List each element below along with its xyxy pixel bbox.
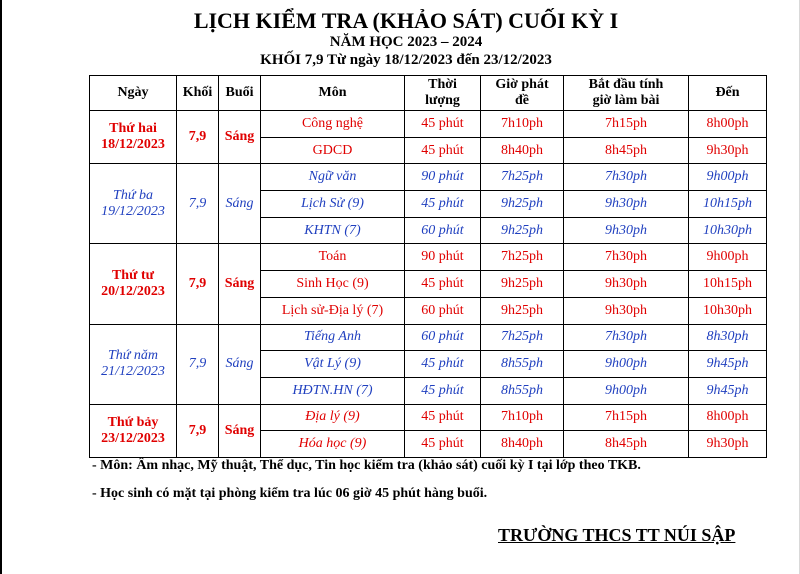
start-cell: 9h30ph: [564, 217, 689, 244]
day-date: 23/12/2023: [101, 430, 165, 446]
day-date: 20/12/2023: [101, 283, 165, 299]
subject-cell: Lịch Sử (9): [261, 191, 405, 218]
header-ngay: Ngày: [90, 76, 177, 111]
duration-cell: 45 phút: [405, 404, 481, 431]
subject-cell: Tiếng Anh: [261, 324, 405, 351]
duration-cell: 60 phút: [405, 217, 481, 244]
day-name: Thứ hai: [109, 121, 157, 137]
day-name: Thứ năm: [107, 348, 159, 364]
header-gio-phat-de: [481, 76, 564, 111]
header-mon: Môn: [261, 76, 405, 111]
duration-cell: 90 phút: [405, 244, 481, 271]
exam-schedule-table: [89, 75, 767, 458]
duration-cell: 45 phút: [405, 431, 481, 458]
date-range-subtitle: KHỐI 7,9 Từ ngày 18/12/2023 đến 23/12/2023: [260, 52, 552, 68]
header-gio-phat-de-line1: Giờ phát: [495, 77, 549, 92]
document-header: [0, 8, 800, 69]
table-header-row: [90, 76, 767, 111]
subject-cell: Lịch sử-Địa lý (7): [261, 297, 405, 324]
session-cell: Sáng: [219, 404, 261, 457]
duration-cell: 90 phút: [405, 164, 481, 191]
hand-out-cell: 9h25ph: [481, 297, 564, 324]
header-gio-phat-de-line2: đề: [515, 93, 529, 108]
subject-cell: HĐTN.HN (7): [261, 377, 405, 404]
day-cell: [90, 111, 177, 164]
session-cell: Sáng: [219, 111, 261, 164]
end-cell: 10h15ph: [689, 191, 767, 218]
subject-cell: Địa lý (9): [261, 404, 405, 431]
subject-cell: Sinh Học (9): [261, 271, 405, 298]
end-cell: 10h30ph: [689, 297, 767, 324]
start-cell: 7h30ph: [564, 324, 689, 351]
start-cell: 7h15ph: [564, 111, 689, 138]
grade-cell: 7,9: [177, 404, 219, 457]
duration-cell: 60 phút: [405, 324, 481, 351]
day-name: Thứ ba: [113, 187, 153, 203]
session-cell: Sáng: [219, 244, 261, 324]
end-cell: 9h30ph: [689, 137, 767, 164]
header-den: Đến: [689, 76, 767, 111]
end-cell: 9h45ph: [689, 351, 767, 378]
header-khoi: Khối: [177, 76, 219, 111]
grade-cell: 7,9: [177, 164, 219, 244]
end-cell: 10h30ph: [689, 217, 767, 244]
header-buoi: Buổi: [219, 76, 261, 111]
start-cell: 9h00ph: [564, 377, 689, 404]
header-thoi-luong: [405, 76, 481, 111]
hand-out-cell: 8h55ph: [481, 351, 564, 378]
duration-cell: 45 phút: [405, 271, 481, 298]
subject-cell: GDCD: [261, 137, 405, 164]
subject-cell: Công nghệ: [261, 111, 405, 138]
table-row: [90, 164, 767, 191]
grade-cell: 7,9: [177, 244, 219, 324]
day-cell: [90, 244, 177, 324]
left-border-line: [0, 0, 2, 574]
hand-out-cell: 7h25ph: [481, 244, 564, 271]
hand-out-cell: 9h25ph: [481, 271, 564, 298]
duration-cell: 45 phút: [405, 377, 481, 404]
duration-cell: 45 phút: [405, 137, 481, 164]
end-cell: 10h15ph: [689, 271, 767, 298]
start-cell: 7h15ph: [564, 404, 689, 431]
school-signature: TRƯỜNG THCS TT NÚI SẬP: [498, 525, 736, 545]
day-cell: [90, 164, 177, 244]
start-cell: 7h30ph: [564, 164, 689, 191]
duration-cell: 45 phút: [405, 351, 481, 378]
grade-cell: 7,9: [177, 111, 219, 164]
day-cell: [90, 324, 177, 404]
subject-cell: Hóa học (9): [261, 431, 405, 458]
day-date: 19/12/2023: [101, 203, 165, 219]
duration-cell: 45 phút: [405, 111, 481, 138]
hand-out-cell: 7h25ph: [481, 164, 564, 191]
note-other-subjects: - Môn: Âm nhạc, Mỹ thuật, Thể dục, Tin học kiểm tra (khảo sát) cuối kỳ I tại lớp theo TKB.: [92, 458, 641, 473]
table-row: [90, 244, 767, 271]
end-cell: 8h00ph: [689, 111, 767, 138]
end-cell: 9h45ph: [689, 377, 767, 404]
start-cell: 9h30ph: [564, 191, 689, 218]
grade-cell: 7,9: [177, 324, 219, 404]
session-cell: Sáng: [219, 164, 261, 244]
duration-cell: 60 phút: [405, 297, 481, 324]
day-name: Thứ tư: [111, 267, 155, 283]
start-cell: 8h45ph: [564, 431, 689, 458]
hand-out-cell: 7h25ph: [481, 324, 564, 351]
start-cell: 7h30ph: [564, 244, 689, 271]
day-cell: [90, 404, 177, 457]
hand-out-cell: 8h55ph: [481, 377, 564, 404]
header-thoi-luong-line1: Thời: [428, 77, 457, 92]
start-cell: 9h30ph: [564, 271, 689, 298]
session-cell: Sáng: [219, 324, 261, 404]
end-cell: 9h00ph: [689, 164, 767, 191]
table-row: [90, 111, 767, 138]
hand-out-cell: 9h25ph: [481, 217, 564, 244]
start-cell: 9h30ph: [564, 297, 689, 324]
duration-cell: 45 phút: [405, 191, 481, 218]
day-date: 21/12/2023: [101, 364, 165, 380]
hand-out-cell: 8h40ph: [481, 431, 564, 458]
end-cell: 8h30ph: [689, 324, 767, 351]
document-title: LỊCH KIỂM TRA (KHẢO SÁT) CUỐI KỲ I: [193, 8, 619, 33]
table-row: [90, 324, 767, 351]
day-date: 18/12/2023: [101, 137, 165, 153]
hand-out-cell: 7h10ph: [481, 111, 564, 138]
end-cell: 9h30ph: [689, 431, 767, 458]
school-year: NĂM HỌC 2023 – 2024: [329, 34, 483, 50]
subject-cell: Ngữ văn: [261, 164, 405, 191]
header-bat-dau: [564, 76, 689, 111]
start-cell: 8h45ph: [564, 137, 689, 164]
header-bat-dau-line1: Bắt đầu tính: [588, 77, 664, 92]
end-cell: 9h00ph: [689, 244, 767, 271]
day-name: Thứ bảy: [107, 414, 159, 430]
subject-cell: Toán: [261, 244, 405, 271]
hand-out-cell: 8h40ph: [481, 137, 564, 164]
hand-out-cell: 9h25ph: [481, 191, 564, 218]
end-cell: 8h00ph: [689, 404, 767, 431]
hand-out-cell: 7h10ph: [481, 404, 564, 431]
subject-cell: KHTN (7): [261, 217, 405, 244]
header-thoi-luong-line2: lượng: [425, 93, 460, 108]
header-bat-dau-line2: giờ làm bài: [592, 93, 660, 108]
subject-cell: Vật Lý (9): [261, 351, 405, 378]
table-row: [90, 404, 767, 431]
table-body: [90, 111, 767, 458]
start-cell: 9h00ph: [564, 351, 689, 378]
note-arrival-time: - Học sinh có mặt tại phòng kiểm tra lúc 06 giờ 45 phút hàng buổi.: [92, 486, 488, 501]
